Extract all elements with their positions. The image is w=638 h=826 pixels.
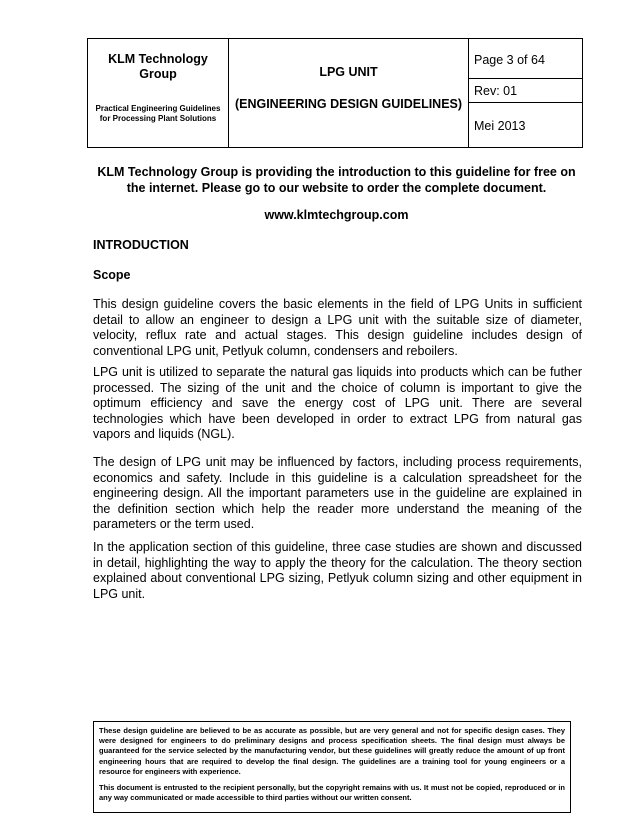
document-header bbox=[87, 38, 583, 148]
disclaimer-text: These design guideline are believed to be as accurate as possible, but are very general and not for specific design cases. They were designed for engineers to do preliminary designs and process specification sheets. The final design must always be guaranteed for the service selected by the manufacturing vendor, but these guidelines will greatly reduce the amount of up front engineering hours that are required to develop the final design. The guidelines are a training tool for young engineers or a resource for engineers with experience. bbox=[99, 726, 565, 776]
website-link[interactable]: www.klmtechgroup.com bbox=[264, 208, 409, 222]
revision: Rev: 01 bbox=[469, 79, 582, 103]
intro-note: KLM Technology Group is providing the introduction to this guideline for free on the internet. Please go to our website to order the complete document. bbox=[97, 165, 576, 195]
page-number: Page 3 of 64 bbox=[469, 39, 582, 79]
disclaimer-box bbox=[93, 721, 571, 813]
paragraph-scope: This design guideline covers the basic elements in the field of LPG Units in sufficient detail to allow an engineer to design a LPG unit with the suitable size of diameter, velocity, reflux rate and actual stages. This design guideline includes design of conventional LPG unit, Petlyuk column, condensers and reboilers. bbox=[93, 297, 582, 358]
document-date: Mei 2013 bbox=[474, 119, 526, 133]
unit-name: LPG UNIT bbox=[319, 65, 378, 79]
paragraph-purpose: LPG unit is utilized to separate the natural gas liquids into products which can be futher processed. The sizing of the unit and the choice of column is important to give the optimum efficiency and save the energy cost of LPG unit. There are several technologies which have been developed in order to extract LPG from natural gas vapors and liquids (NGL). bbox=[93, 365, 582, 442]
paragraph-application: In the application section of this guideline, three case studies are shown and discussed in detail, highlighting the way to apply the theory for the calculation. The theory section explained about conventional LPG sizing, Petlyuk column sizing and other equipment in LPG unit. bbox=[93, 540, 582, 601]
company-name: KLM Technology Group bbox=[108, 52, 208, 81]
subsection-title: Scope bbox=[93, 268, 131, 282]
unit-subtitle: (ENGINEERING DESIGN GUIDELINES) bbox=[234, 97, 463, 111]
header-title-cell bbox=[229, 39, 469, 147]
header-company-cell bbox=[88, 39, 229, 147]
guide-subtitle: Practical Engineering Guidelines for Processing Plant Solutions bbox=[95, 104, 221, 123]
copyright-text: This document is entrusted to the recipient personally, but the copyright remains with us. It must not be copied, reproduced or in any way communicated or made accessible to third parties without our written consent. bbox=[99, 783, 565, 803]
section-title: INTRODUCTION bbox=[93, 238, 189, 252]
header-meta-cell bbox=[469, 39, 582, 147]
paragraph-factors: The design of LPG unit may be influenced by factors, including process requirements, economics and safety. Include in this guideline is a calculation spreadsheet for the engineering design. All the important parameters use in the guideline are explained in the definition section which help the reader more understand the meaning of the parameters or the term used. bbox=[93, 455, 582, 532]
